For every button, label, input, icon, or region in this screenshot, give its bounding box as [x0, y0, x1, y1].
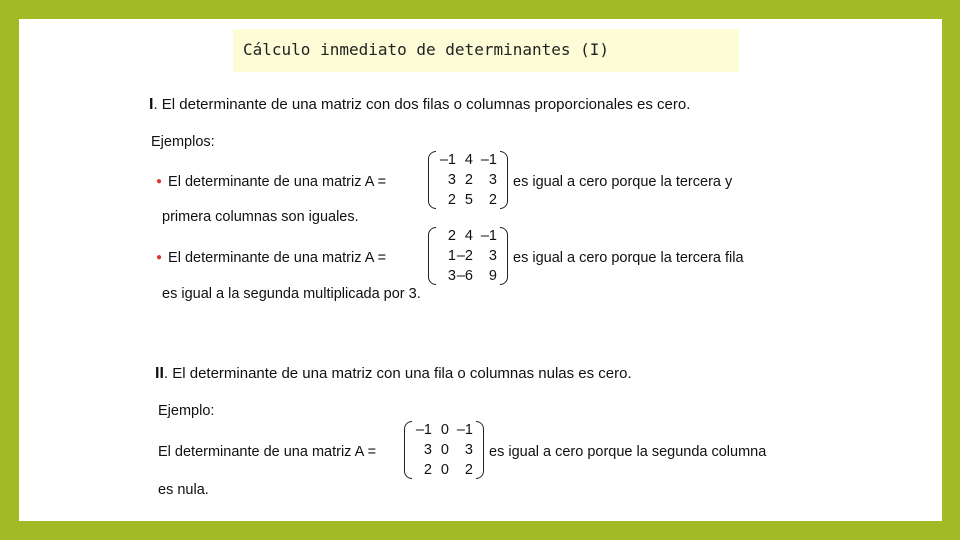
matrix-cell: 3: [464, 442, 473, 458]
examples-label: Ejemplos:: [151, 134, 215, 150]
matrix-cell: 2: [447, 228, 456, 244]
matrix-row: [438, 151, 498, 169]
matrix-cell: 2: [464, 172, 473, 188]
bullet-icon: ●: [156, 176, 163, 187]
section1-numeral: I: [149, 96, 154, 113]
matrix-row: [414, 461, 474, 479]
matrix-row: [438, 227, 498, 245]
section2-heading-text: . El determinante de una matriz con una fila o columnas nulas es cero.: [163, 365, 632, 382]
matrix-row: [438, 247, 498, 265]
right-paren: [500, 227, 508, 285]
example2-lead: [156, 249, 386, 267]
matrix-cell: –1: [480, 152, 497, 168]
matrix-row: [414, 421, 474, 439]
matrix-cell: 3: [488, 172, 497, 188]
matrix-cell: 2: [488, 192, 497, 208]
matrix-cell: 3: [447, 172, 456, 188]
matrix-cell: 9: [488, 268, 497, 284]
section1-heading-text: . El determinante de una matriz con dos filas o columnas proporcionales es cero.: [153, 96, 691, 113]
matrix-row: [414, 441, 474, 459]
matrix-cell: 2: [464, 462, 473, 478]
matrix-cell: 0: [440, 462, 449, 478]
example1-lead: [156, 173, 386, 191]
example1-lead-text: El determinante de una matriz A =: [168, 174, 387, 190]
example3-trail: es igual a cero porque la segunda columna: [489, 444, 767, 460]
matrix-row: [438, 191, 498, 209]
example3-lead: El determinante de una matriz A =: [158, 444, 377, 460]
example2-matrix: [428, 227, 508, 287]
matrix-cell: 3: [447, 268, 456, 284]
matrix-cell: –1: [456, 422, 473, 438]
title-box: [233, 29, 739, 72]
matrix-cell: 4: [464, 228, 473, 244]
section1-heading: [149, 96, 690, 114]
example-label: Ejemplo:: [158, 403, 215, 419]
matrix-cell: 2: [423, 462, 432, 478]
example3-cont: es nula.: [158, 482, 209, 498]
matrix-cell: –1: [415, 422, 432, 438]
matrix-cell: 4: [464, 152, 473, 168]
section2-numeral: II: [155, 365, 164, 382]
matrix-cell: –1: [480, 228, 497, 244]
example2-trail: es igual a cero porque la tercera fila: [513, 250, 744, 266]
matrix-cell: –1: [439, 152, 456, 168]
matrix-cell: 5: [464, 192, 473, 208]
matrix-row: [438, 267, 498, 285]
section2-heading: [155, 365, 632, 383]
matrix-cell: –6: [456, 268, 473, 284]
example1-matrix: [428, 151, 508, 211]
matrix-cell: 2: [447, 192, 456, 208]
matrix-cell: 0: [440, 422, 449, 438]
matrix-row: [438, 171, 498, 189]
left-paren: [428, 227, 436, 285]
bullet-icon: ●: [156, 252, 163, 263]
example3-matrix: [404, 421, 484, 481]
example1-trail: es igual a cero porque la tercera y: [513, 174, 733, 190]
matrix-cell: 3: [488, 248, 497, 264]
right-paren: [476, 421, 484, 479]
matrix-cell: 0: [440, 442, 449, 458]
slide: [19, 19, 942, 521]
matrix-cell: –2: [456, 248, 473, 264]
matrix-cell: 1: [447, 248, 456, 264]
slide-title: Cálculo inmediato de determinantes (I): [243, 40, 610, 59]
left-paren: [404, 421, 412, 479]
right-paren: [500, 151, 508, 209]
example2-cont: es igual a la segunda multiplicada por 3.: [162, 286, 421, 302]
example1-cont: primera columnas son iguales.: [162, 209, 359, 225]
left-paren: [428, 151, 436, 209]
example2-lead-text: El determinante de una matriz A =: [168, 250, 387, 266]
matrix-cell: 3: [423, 442, 432, 458]
